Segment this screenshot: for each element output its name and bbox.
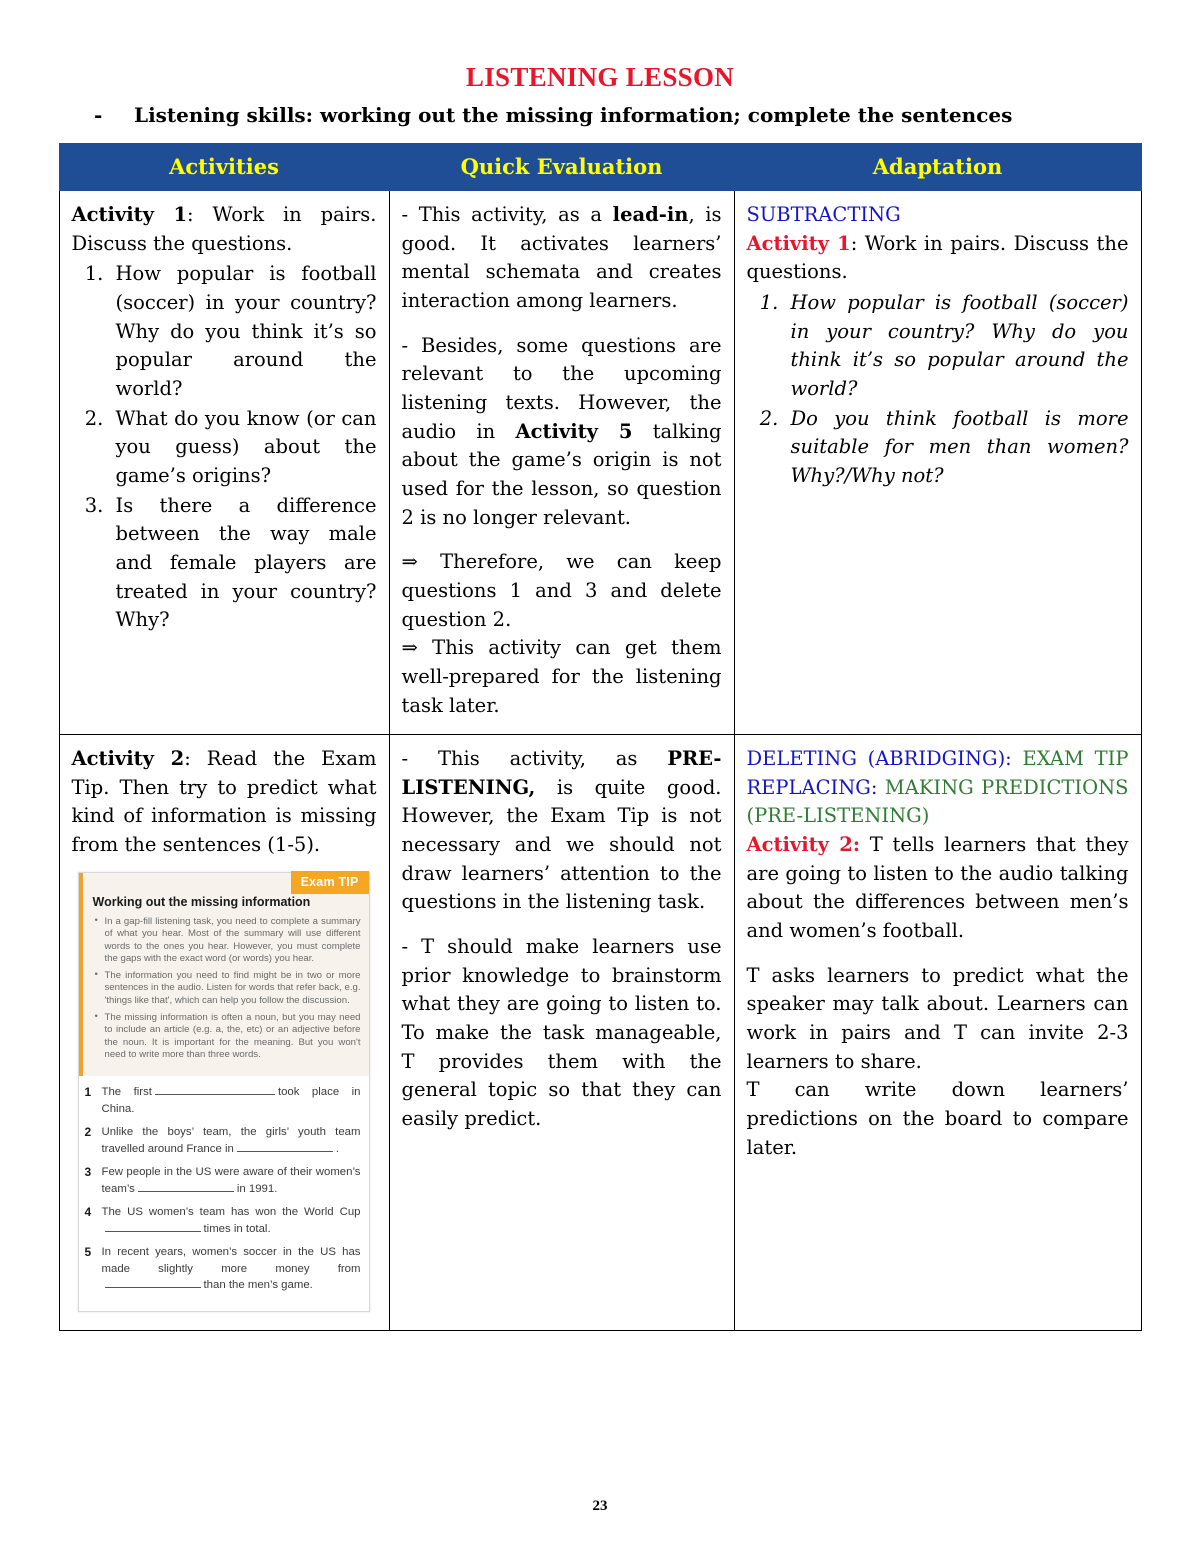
answer-blank bbox=[105, 1277, 201, 1288]
activity1-label: Activity 1 bbox=[71, 203, 188, 226]
lesson-subtitle bbox=[94, 103, 1142, 127]
exam-tip-image bbox=[78, 872, 370, 1312]
exam-tip-top bbox=[79, 873, 369, 1076]
answer-blank bbox=[138, 1181, 234, 1192]
evaluation1-paragraph-2 bbox=[402, 332, 722, 533]
list-item bbox=[85, 1164, 361, 1197]
page-title: LISTENING LESSON bbox=[465, 62, 735, 92]
adaptation1-activity-instruction: : Work in pairs. Discuss the questions. bbox=[746, 231, 1129, 284]
question-text-before: The US women’s team has won the World Cup bbox=[101, 1206, 361, 1219]
question-number: 5 bbox=[84, 1245, 92, 1260]
eval2-p1-bold: PRE-LISTENING, bbox=[401, 747, 722, 799]
question-text bbox=[102, 1084, 361, 1117]
activity2-label: Activity 2 bbox=[71, 747, 185, 771]
exam-tip-badge-tip: TIP bbox=[338, 874, 359, 889]
exam-tip-bullets bbox=[91, 916, 361, 1061]
evaluation1-paragraph-1 bbox=[402, 201, 722, 316]
list-item: • The missing information is often a noun, but you may need to include an article (e.g. a, the, etc) or an adjective before the noun. It is important for the meaning. But you won't need to write more than three words. bbox=[105, 1012, 361, 1061]
eval1-p1-part2: , is good. It activates learners’ mental schemata and creates interaction among learners. bbox=[401, 203, 722, 312]
question-text-before: In recent years, women’s soccer in the US has made slightly more money from bbox=[101, 1246, 361, 1275]
question-number: 2 bbox=[84, 1125, 92, 1140]
adaptation2-title bbox=[747, 831, 1129, 946]
activity1-question-list bbox=[72, 260, 377, 635]
question-text-after: than the men’s game. bbox=[203, 1279, 313, 1292]
exam-tip-badge-exam: Exam bbox=[300, 874, 335, 889]
evaluation1-conclusion-1: ⇒ Therefore, we can keep questions 1 and 3 and delete question 2. bbox=[401, 550, 722, 631]
exam-tip-heading: Working out the missing information bbox=[92, 894, 311, 909]
column-header-adaptation: Adaptation bbox=[734, 144, 1141, 191]
eval1-p1-bold: lead-in bbox=[612, 203, 689, 226]
evaluation1-conclusion-2: ⇒ This activity can get them well-prepared for the listening task later. bbox=[401, 636, 722, 717]
eval2-p1-part1: - This activity, as bbox=[401, 747, 668, 771]
question-number: 1 bbox=[84, 1085, 92, 1100]
adaptation1-title bbox=[747, 230, 1129, 287]
adaptation1-question-list bbox=[747, 289, 1129, 491]
list-item bbox=[85, 1084, 361, 1117]
subtitle-dash: - bbox=[94, 103, 103, 127]
page-number: 23 bbox=[592, 1498, 608, 1514]
adaptation2-paragraph-3: T can write down learners’ predictions on the board to compare later. bbox=[746, 1078, 1129, 1159]
adaptation2-label-deleting: DELETING (ABRIDGING): bbox=[746, 747, 1012, 771]
answer-blank bbox=[105, 1221, 201, 1232]
adaptation2-paragraph-2: T asks learners to predict what the speaker may talk about. Learners can work in pairs and T can invite 2-3 learners to share. bbox=[746, 963, 1129, 1073]
list-item: 2. Do you think football is more suitable for men than women? Why?/Why not? bbox=[785, 405, 1129, 491]
cell-evaluation-2 bbox=[389, 735, 734, 1331]
exam-tip-questions bbox=[79, 1076, 369, 1311]
cell-adaptation-2 bbox=[734, 735, 1141, 1331]
question-number: 3 bbox=[84, 1165, 92, 1180]
question-text-after: in 1991. bbox=[236, 1182, 278, 1195]
answer-blank bbox=[237, 1141, 333, 1152]
question-text-after: times in total. bbox=[203, 1222, 271, 1235]
cell-evaluation-1 bbox=[389, 191, 734, 735]
activity2-instruction: : Read the Exam Tip. Then try to predict what kind of information is missing from the sentences (1-5). bbox=[71, 747, 377, 857]
eval1-p2-part1: - Besides, some questions are relevant to the upcoming listening texts. However, the audio in bbox=[401, 333, 722, 443]
eval2-p1-part2: is quite good. However, the Exam Tip is not necessary and we should not draw learners’ attention to the questions in the listening task. bbox=[401, 775, 722, 914]
list-item: • The information you need to find might be in two or more sentences in the audio. Listen for words that refer back, e.g. 'things like that', which can help you follow the discussion. bbox=[105, 970, 361, 1007]
table-header-row bbox=[59, 144, 1141, 191]
question-number: 4 bbox=[84, 1205, 92, 1220]
column-header-activities: Activities bbox=[59, 144, 389, 191]
list-item bbox=[85, 1244, 361, 1294]
table-row bbox=[59, 191, 1141, 735]
activity2-title bbox=[72, 745, 377, 860]
question-text bbox=[102, 1204, 361, 1237]
question-text bbox=[102, 1124, 361, 1157]
adaptation2-strategy-2 bbox=[747, 774, 1129, 831]
question-text-after: took place in China. bbox=[101, 1086, 361, 1115]
question-text bbox=[102, 1244, 361, 1294]
cell-adaptation-1 bbox=[734, 191, 1141, 735]
table-row bbox=[59, 735, 1141, 1331]
eval1-p2-bold: Activity 5 bbox=[515, 419, 633, 443]
adaptation2-label-predictions: MAKING PREDICTIONS (PRE-LISTENING) bbox=[746, 775, 1129, 828]
cell-activities-1 bbox=[59, 191, 389, 735]
list-item: • In a gap-fill listening task, you need to complete a summary of what you hear. Most of the summary will use different words to the ones you hear. However, you must complete the gaps with the exact word (or words) you hear. bbox=[105, 916, 361, 965]
evaluation2-paragraph-2: - T should make learners use prior knowledge to brainstorm what they are going to listen to. To make the task manageable, T provides them with the general topic so that they can easily predict. bbox=[401, 935, 722, 1131]
eval1-p2-part2: talking about the game’s origin is not used for the lesson, so question 2 is no longer relevant. bbox=[401, 419, 722, 529]
subtitle-text: Listening skills: working out the missing information; complete the sentences bbox=[134, 103, 1013, 127]
list-item: 1. How popular is football (soccer) in your country? Why do you think it’s so popular around the world? bbox=[110, 260, 377, 403]
cell-activities-2 bbox=[59, 735, 389, 1331]
adaptation2-label-replacing: REPLACING: bbox=[746, 775, 878, 799]
column-header-quick-evaluation: Quick Evaluation bbox=[389, 144, 734, 191]
adaptation2-strategy-1 bbox=[747, 745, 1129, 774]
list-item bbox=[85, 1204, 361, 1237]
answer-blank bbox=[155, 1084, 275, 1095]
question-text-before: Few people in the US were aware of their women’s team’s bbox=[101, 1166, 361, 1195]
list-item bbox=[85, 1124, 361, 1157]
eval1-p1-part1: - This activity, as a bbox=[401, 203, 613, 226]
list-item: 2. What do you know (or can you guess) about the game’s origins? bbox=[110, 405, 377, 491]
question-text-before: Unlike the boys’ team, the girls’ youth team travelled around France in bbox=[101, 1126, 361, 1155]
question-text-after: . bbox=[335, 1142, 340, 1155]
question-text bbox=[102, 1164, 361, 1197]
adaptation2-activity-label: Activity 2: bbox=[746, 833, 861, 857]
activity1-instruction: : Work in pairs. Discuss the questions. bbox=[71, 203, 377, 255]
evaluation2-paragraph-1 bbox=[402, 745, 722, 917]
list-item: 1. How popular is football (soccer) in your country? Why do you think it’s so popular around the world? bbox=[785, 289, 1129, 404]
adaptation1-activity-label: Activity 1 bbox=[746, 231, 851, 255]
lesson-table bbox=[59, 143, 1142, 1331]
exam-tip-badge bbox=[291, 871, 369, 894]
list-item: 3. Is there a difference between the way male and female players are treated in your country? Why? bbox=[110, 492, 377, 635]
adaptation2-label-exam-tip: EXAM TIP bbox=[1022, 747, 1129, 771]
adaptation1-strategy-label: SUBTRACTING bbox=[746, 203, 901, 226]
adaptation2-activity-instruction: T tells learners that they are going to listen to the audio talking about the differences between men’s and women’s football. bbox=[746, 833, 1129, 943]
question-text-before: The first bbox=[101, 1086, 152, 1099]
activity1-title bbox=[72, 201, 377, 258]
